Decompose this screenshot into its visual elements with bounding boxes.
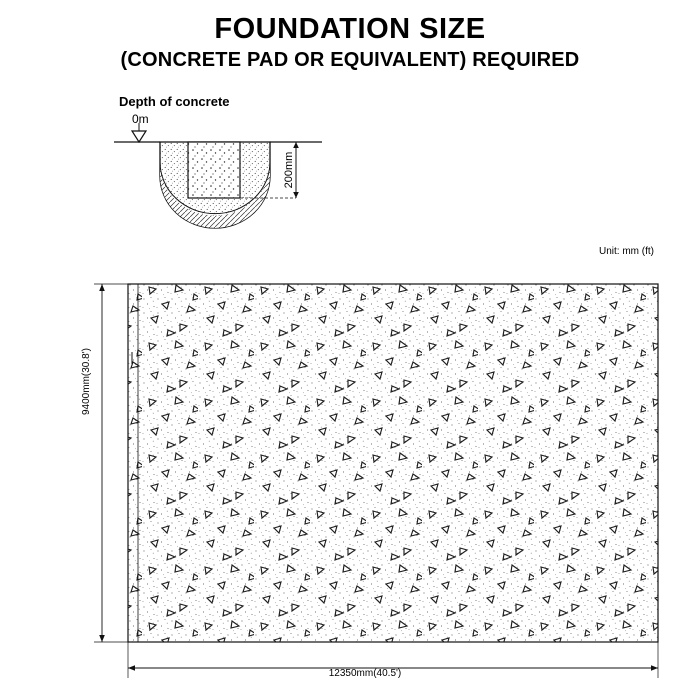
section-detail-svg [110,112,330,242]
concrete-depth-label: 200mm [283,151,295,189]
depth-of-concrete-label: Depth of concrete [119,94,230,109]
aggregate-texture [128,284,658,642]
ground-level-marker [132,131,146,142]
plan-width-dimension-label [0,668,700,679]
unit-note: Unit: mm (ft) [599,246,654,257]
foundation-plan-svg [86,282,666,682]
plan-height-dimension-label: 9400mm(30.8') [81,348,92,415]
title-block [0,14,700,72]
page-title: FOUNDATION SIZE [214,13,486,45]
concrete-pad-block [188,142,240,198]
section-detail-diagram [110,112,330,242]
page-subtitle: (CONCRETE PAD OR EQUIVALENT) REQUIRED [120,49,580,72]
ground-level-label: 0m [132,112,149,126]
foundation-plan-diagram [86,282,666,682]
plan-width-dimension-text: 12350mm(40.5') [328,668,402,679]
